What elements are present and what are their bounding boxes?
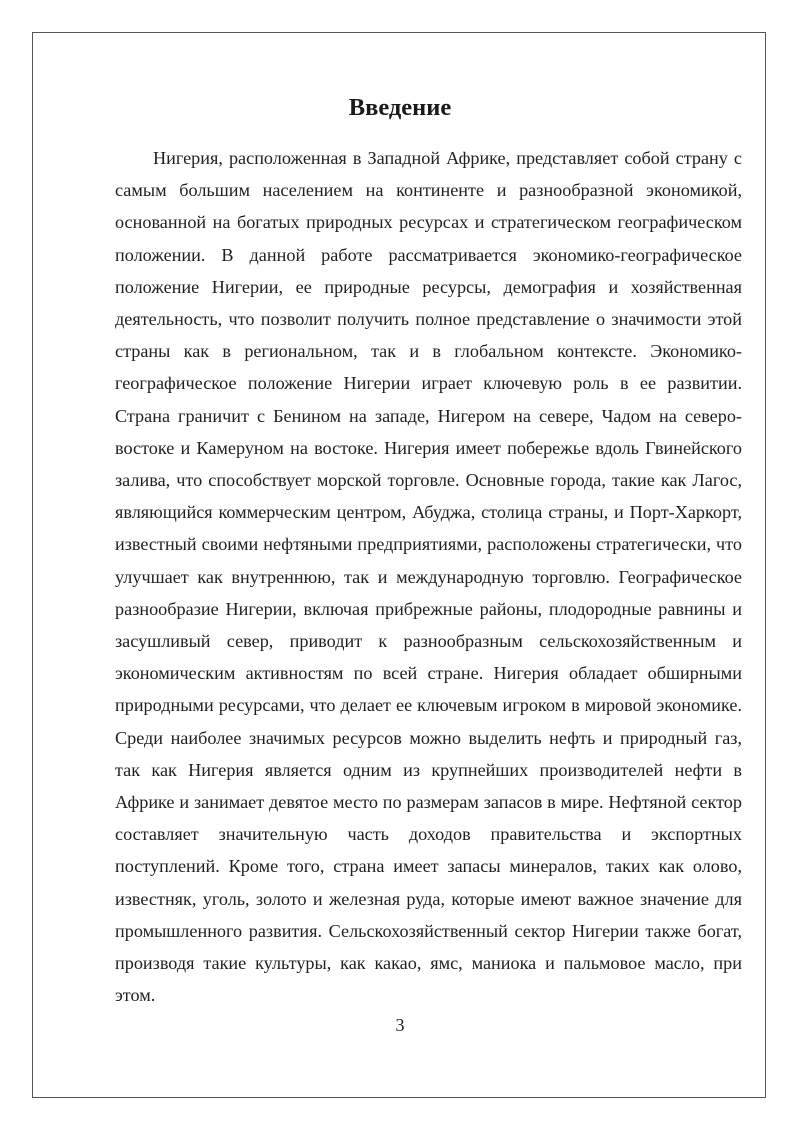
page-number: 3 <box>395 1015 405 1035</box>
body-paragraph: Нигерия, расположенная в Западной Африке, представляет собой страну с самым большим населением на континенте и разнообразной экономикой, основанной на богатых природных ресурсах и стратегическом географическом положении. В данной работе рассматривается экономико-географическое положение Нигерии, ее природные ресурсы, демография и хозяйственная деятельность, что позволит получить полное представление о значимости этой страны как в региональном, так и в глобальном контексте. Экономико-географическое положение Нигерии играет ключевую роль в ее развитии. Страна граничит с Бенином на западе, Нигером на севере, Чадом на северо-востоке и Камеруном на востоке. Нигерия имеет побережье вдоль Гвинейского залива, что способствует морской торговле. Основные города, такие как Лагос, являющийся коммерческим центром, Абуджа, столица страны, и Порт-Харкорт, известный своими нефтяными предприятиями, расположены стратегически, что улучшает как внутреннюю, так и международную торговлю. Географическое разнообразие Нигерии, включая прибрежные районы, плодородные равнины и засушливый север, приводит к разнообразным сельскохозяйственным и экономическим активностям по всей стране. Нигерия обладает обширными природными ресурсами, что делает ее ключевым игроком в мировой экономике. Среди наиболее значимых ресурсов можно выделить нефть и природный газ, так как Нигерия является одним из крупнейших производителей нефти в Африке и занимает девятое место по размерам запасов в мире. Нефтяной сектор составляет значительную часть доходов правительства и экспортных поступлений. Кроме того, страна имеет запасы минералов, таких как олово, известняк, уголь, золото и железная руда, которые имеют важное значение для промышленного развития. Сельскохозяйственный сектор Нигерии также богат, производя такие культуры, как какао, ямс, маниока и пальмовое масло, при этом. <box>115 148 742 1006</box>
page-title: Введение <box>348 94 452 122</box>
